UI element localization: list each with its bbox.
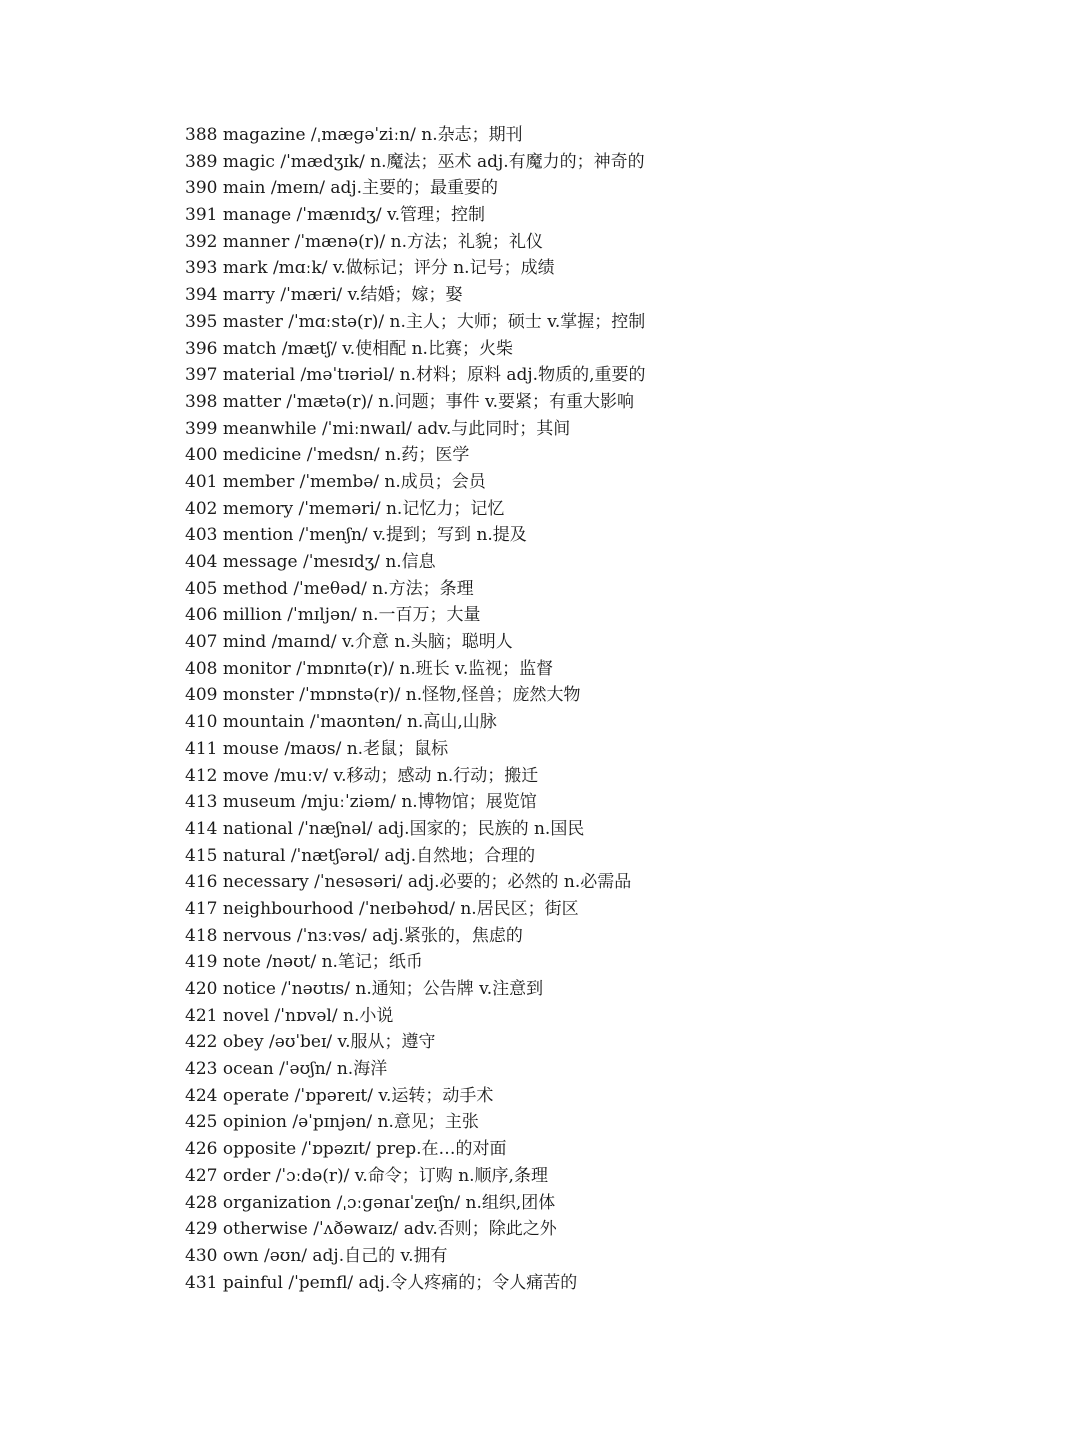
vocabulary-entry: 404 message /ˈmesɪdʒ/ n.信息 bbox=[185, 552, 436, 572]
vocabulary-entry: 393 mark /mɑːk/ v.做标记；评分 n.记号；成绩 bbox=[185, 258, 555, 279]
vocabulary-entry: 390 main /meɪn/ adj.主要的；最重要的 bbox=[185, 178, 499, 199]
vocabulary-entry: 399 meanwhile /ˈmiːnwaɪl/ adv.与此同时；其间 bbox=[185, 418, 571, 439]
vocabulary-entry: 405 method /ˈmeθəd/ n.方法；条理 bbox=[185, 578, 474, 599]
vocabulary-entry: 423 ocean /ˈəʊʃn/ n.海洋 bbox=[185, 1059, 388, 1080]
vocabulary-entry: 421 novel /ˈnɒvəl/ n.小说 bbox=[185, 1005, 394, 1026]
vocabulary-list bbox=[185, 122, 646, 1296]
vocabulary-entry: 398 matter /ˈmætə(r)/ n.问题；事件 v.要紧；有重大影响 bbox=[185, 391, 635, 412]
vocabulary-entry: 412 move /muːv/ v.移动；感动 n.行动；搬迁 bbox=[185, 765, 539, 786]
vocabulary-entry: 395 master /ˈmɑːstə(r)/ n.主人；大师；硕士 v.掌握；控制 bbox=[185, 311, 646, 332]
vocabulary-entry: 410 mountain /ˈmaʊntən/ n.高山,山脉 bbox=[185, 712, 497, 733]
vocabulary-entry: 397 material /məˈtɪəriəl/ n.材料；原料 adj.物质的,重要的 bbox=[185, 365, 646, 386]
vocabulary-entry: 394 marry /ˈmæri/ v.结婚；嫁；娶 bbox=[185, 285, 463, 306]
vocabulary-entry: 425 opinion /əˈpɪnjən/ n.意见；主张 bbox=[185, 1112, 479, 1133]
vocabulary-entry: 417 neighbourhood /ˈneɪbəhʊd/ n.居民区；街区 bbox=[185, 898, 579, 919]
vocabulary-entry: 429 otherwise /ˈʌðəwaɪz/ adv.否则；除此之外 bbox=[185, 1219, 557, 1240]
vocabulary-entry: 407 mind /maɪnd/ v.介意 n.头脑；聪明人 bbox=[185, 632, 513, 653]
vocabulary-entry: 427 order /ˈɔːdə(r)/ v.命令；订购 n.顺序,条理 bbox=[185, 1165, 548, 1186]
vocabulary-entry: 426 opposite /ˈɒpəzɪt/ prep.在…的对面 bbox=[185, 1139, 507, 1160]
vocabulary-entry: 388 magazine /ˌmæɡəˈziːn/ n.杂志；期刊 bbox=[185, 125, 523, 145]
vocabulary-entry: 414 national /ˈnæʃnəl/ adj.国家的；民族的 n.国民 bbox=[185, 818, 585, 839]
vocabulary-entry: 401 member /ˈmembə/ n.成员；会员 bbox=[185, 471, 486, 492]
vocabulary-entry: 411 mouse /maʊs/ n.老鼠；鼠标 bbox=[185, 738, 449, 759]
vocabulary-entry: 422 obey /əʊˈbeɪ/ v.服从；遵守 bbox=[185, 1032, 436, 1053]
vocabulary-entry: 396 match /mætʃ/ v.使相配 n.比赛；火柴 bbox=[185, 338, 513, 359]
vocabulary-entry: 415 natural /ˈnætʃərəl/ adj.自然地；合理的 bbox=[185, 845, 536, 866]
vocabulary-entry: 403 mention /ˈmenʃn/ v.提到；写到 n.提及 bbox=[185, 525, 527, 546]
vocabulary-entry: 389 magic /ˈmædʒɪk/ n.魔法；巫术 adj.有魔力的；神奇的 bbox=[185, 151, 645, 172]
vocabulary-entry: 420 notice /ˈnəʊtɪs/ n.通知；公告牌 v.注意到 bbox=[185, 979, 544, 999]
vocabulary-entry: 402 memory /ˈmeməri/ n.记忆力；记忆 bbox=[185, 498, 505, 519]
vocabulary-entry: 413 museum /mjuːˈziəm/ n.博物馆；展览馆 bbox=[185, 792, 537, 813]
vocabulary-entry: 391 manage /ˈmænɪdʒ/ v.管理；控制 bbox=[185, 205, 486, 226]
vocabulary-entry: 431 painful /ˈpeɪnfl/ adj.令人疼痛的；令人痛苦的 bbox=[185, 1272, 578, 1293]
vocabulary-entry: 408 monitor /ˈmɒnɪtə(r)/ n.班长 v.监视；监督 bbox=[185, 658, 554, 679]
vocabulary-entry: 428 organization /ˌɔːɡənaɪˈzeɪʃn/ n.组织,团体 bbox=[185, 1192, 556, 1213]
vocabulary-entry: 406 million /ˈmɪljən/ n.一百万；大量 bbox=[185, 605, 481, 626]
vocabulary-entry: 418 nervous /ˈnɜːvəs/ adj.紧张的，焦虑的 bbox=[185, 925, 523, 946]
vocabulary-entry: 419 note /nəʊt/ n.笔记；纸币 bbox=[185, 952, 423, 973]
vocabulary-entry: 430 own /əʊn/ adj.自己的 v.拥有 bbox=[185, 1245, 448, 1266]
vocabulary-entry: 416 necessary /ˈnesəsəri/ adj.必要的；必然的 n.必需品 bbox=[185, 872, 632, 893]
vocabulary-entry: 392 manner /ˈmænə(r)/ n.方法；礼貌；礼仪 bbox=[185, 231, 543, 252]
vocabulary-entry: 400 medicine /ˈmedsn/ n.药；医学 bbox=[185, 445, 470, 466]
vocabulary-entry: 409 monster /ˈmɒnstə(r)/ n.怪物,怪兽；庞然大物 bbox=[185, 685, 581, 706]
vocabulary-entry: 424 operate /ˈɒpəreɪt/ v.运转；动手术 bbox=[185, 1085, 494, 1106]
